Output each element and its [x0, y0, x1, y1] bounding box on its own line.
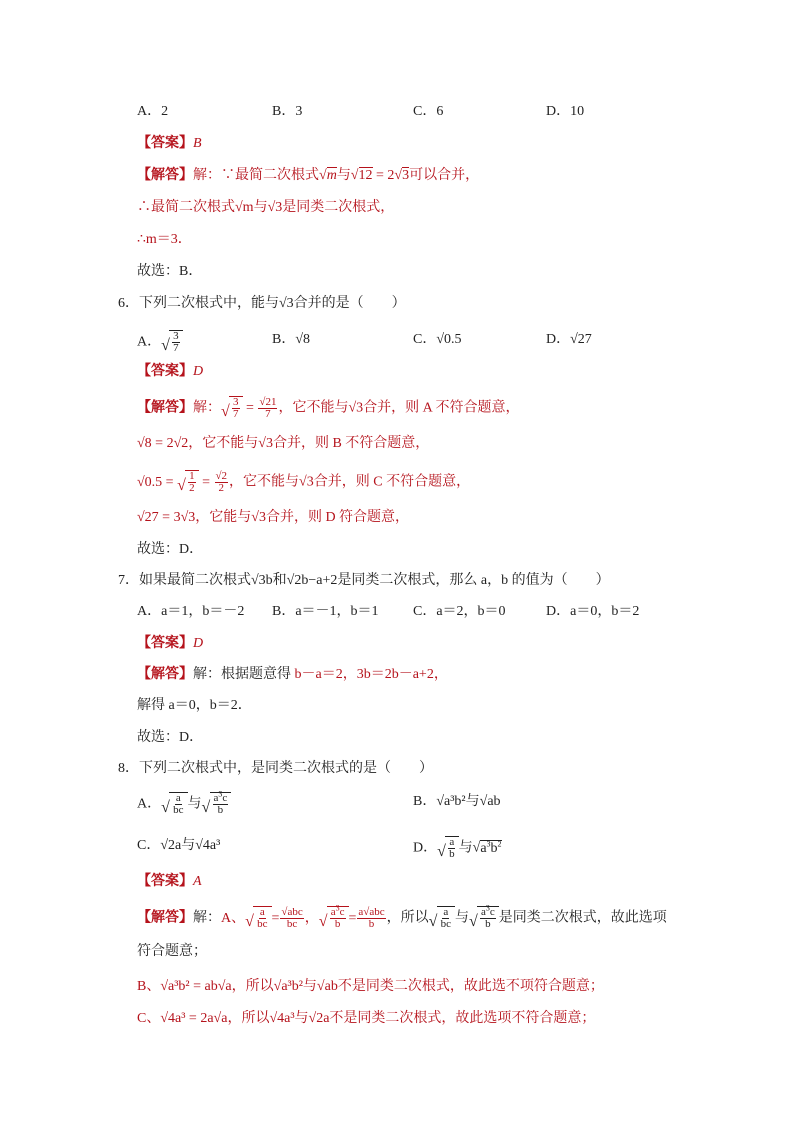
math-expr: √m与√12 = 2√3 [319, 168, 410, 183]
q7-options [137, 602, 684, 622]
answer-tag: 【答案】 [137, 364, 193, 379]
q8-solution-a: 【解答】解：A、 √ $\frac{a}{bc}$ = $\frac{\text{√abc}}{bc}$ ， √ $\frac{a^3c}{b}$ = $\frac{\text{a√abc}}{b}$ ，所以 √ $\frac{a}{bc}$ 与 √ $\frac{a^3c}{b}$ 是同类二次根式，故此选项 [137, 903, 667, 930]
q5-option-d: D．10 [546, 104, 585, 119]
q5-options [137, 102, 684, 122]
q7-option-b: B．a＝－1，b＝1 [272, 604, 379, 619]
q6-solution-d: √27 = 3√3，它能与√3合并，则 D 符合题意， [137, 510, 410, 525]
q7-stem: 7．如果最简二次根式√3b和√2b−a+2是同类二次根式，那么 a，b 的值为（ ） [118, 573, 610, 588]
solution-text: ，它不能与√3合并，则 C 不符合题意， [229, 474, 471, 490]
answer-tag: 【答案】 [137, 636, 193, 651]
math-frac: $\frac{√21}{7}$ [259, 396, 277, 420]
math-expr: √ $\frac{3}{7}$ [221, 396, 243, 420]
solution-text: ，它不能与√3合并，则 A 不符合题意， [278, 400, 520, 416]
q8-answer [137, 872, 684, 892]
q7-choose: 故选：D． [137, 730, 204, 745]
solution-tag: 【解答】 [137, 910, 193, 926]
option-label: A． [137, 334, 162, 350]
q5-option-a: A．2 [137, 104, 169, 119]
q8-options-row-2 [137, 836, 684, 866]
q8-option-c: C．√2a与√4a³ [137, 838, 221, 853]
option-label: D． [413, 840, 438, 856]
q5-solution-line-1 [137, 166, 684, 186]
solution-math: b－a＝2，3b＝2b－a+2， [294, 667, 448, 682]
q5-solution-line-3: ∴m＝3． [137, 232, 192, 247]
q7-solution-line-2: 解得 a＝0，b＝2． [137, 698, 252, 713]
answer-value: B [193, 136, 202, 151]
solution-tag: 【解答】 [137, 400, 193, 416]
q6-option-c: C．√0.5 [413, 332, 462, 347]
q8-option-a: A． √ $\frac{a}{bc}$ 与 √ $\frac{a^3c}{b}$ [137, 792, 231, 816]
math-expr: √0.5 = √ $\frac{1}{2}$ = $\frac{√2}{2}$ [137, 470, 228, 494]
sqrt-3-over-7: √ $\frac{3}{7}$ [161, 330, 183, 354]
q5-option-c: C．6 [413, 104, 444, 119]
q8-option-d: D． √ $\frac{a}{b}$ 与$√a^3b^2$ [413, 836, 502, 860]
answer-value: D [193, 364, 204, 379]
q6-option-d: D．√27 [546, 332, 592, 347]
q6-option-a [137, 330, 183, 354]
q8-option-b: B．√a³b²与√ab [413, 794, 501, 809]
solution-prefix: 解： [193, 910, 221, 926]
solution-text: 是同类二次根式，故此选项 [498, 910, 667, 926]
q8-solution-a-cont: 符合题意； [137, 944, 207, 959]
math-expr: A、 √ $\frac{a}{bc}$ = $\frac{\text{√abc}}{bc}$ ， √ $\frac{a^3c}{b}$ = $\frac{\text{a√abc}}{b}$ [221, 903, 385, 930]
q6-solution-c [137, 470, 684, 498]
solution-tag: 【解答】 [137, 168, 193, 183]
q7-option-c: C．a＝2，b＝0 [413, 604, 506, 619]
solution-prefix: 解： [193, 400, 221, 416]
solution-text: 解：根据题意得 [193, 667, 295, 682]
q6-answer [137, 362, 684, 382]
option-label: A． [137, 796, 162, 812]
q6-options [137, 330, 684, 358]
q5-choose [137, 262, 684, 282]
q6-solution-a: 【解答】解： √ $\frac{3}{7}$ = $\frac{√21}{7}$ ，它不能与√3合并，则 A 不符合题意， [137, 396, 520, 420]
q5-answer [137, 134, 684, 154]
q7-option-d: D．a＝0，b＝2 [546, 604, 640, 619]
q8-stem: 8．下列二次根式中，是同类二次根式的是（ ） [118, 761, 433, 776]
answer-value: D [193, 636, 204, 651]
q6-choose: 故选：D． [137, 542, 204, 557]
q5-solution-line-2: ∴最简二次根式√m与√3是同类二次根式， [137, 200, 395, 215]
q6-option-b: B．√8 [272, 332, 311, 347]
answer-value: A [193, 874, 202, 889]
q6-solution-b: √8 = 2√2，它不能与√3合并，则 B 不符合题意， [137, 436, 430, 451]
solution-text: 解：∵最简二次根式 [193, 168, 319, 183]
solution-text: 可以合并， [409, 168, 480, 183]
q8-solution-b: B、√a³b² = ab√a，所以√a³b²与√ab不是同类二次根式，故此选不项符合题意； [137, 979, 604, 994]
solution-tag: 【解答】 [137, 667, 193, 682]
q7-option-a: A．a＝1，b＝－2 [137, 604, 245, 619]
q7-solution-line-1 [137, 665, 684, 685]
q7-answer [137, 634, 684, 654]
choose-text: 故选：B． [137, 264, 203, 279]
q5-option-b: B．3 [272, 104, 303, 119]
answer-tag: 【答案】 [137, 874, 193, 889]
solution-text: ，所以 [386, 910, 429, 926]
q8-options-row-1 [137, 789, 684, 822]
q6-stem: 6．下列二次根式中，能与√3合并的是（ ） [118, 296, 406, 311]
q8-solution-c: C、√4a³ = 2a√a，所以√4a³与√2a不是同类二次根式，故此选项不符合题意； [137, 1011, 596, 1026]
answer-tag: 【答案】 [137, 136, 193, 151]
